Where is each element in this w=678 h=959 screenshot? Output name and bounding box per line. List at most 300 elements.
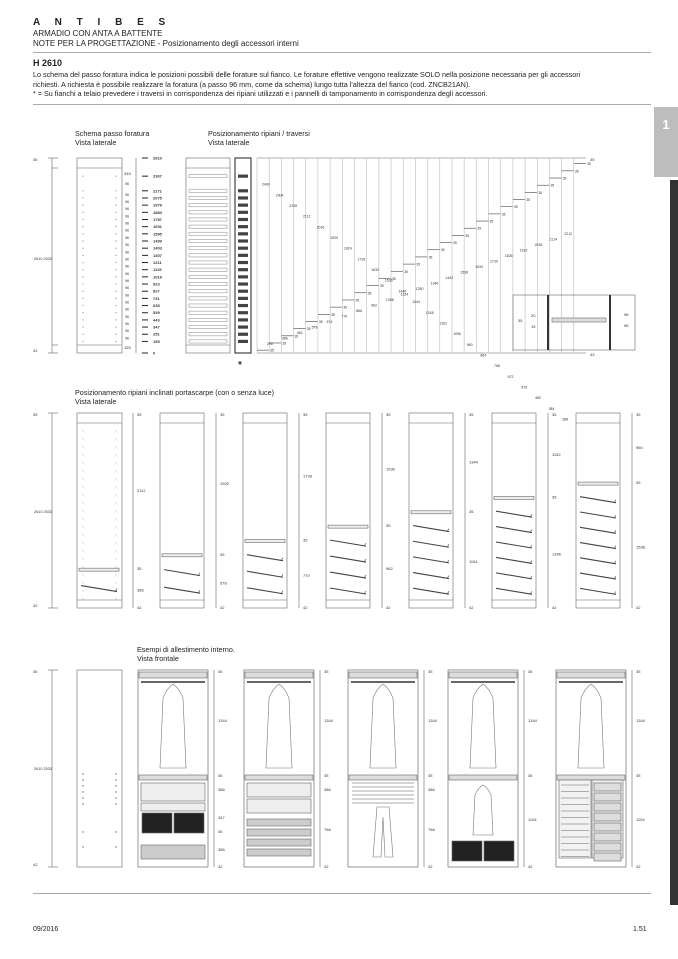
- panel-upper-dimension: 1152: [552, 452, 561, 458]
- pull-out-shelf: [247, 839, 311, 846]
- shoe-rack: [141, 845, 205, 859]
- horizontal-shelf: [162, 554, 202, 557]
- hole-dot: [83, 599, 84, 600]
- hole-dot: [116, 447, 117, 448]
- hole-dot: [83, 527, 84, 528]
- stair-lower-value: 1442: [445, 276, 454, 280]
- hole-dot: [83, 543, 84, 544]
- hole-dot: [82, 319, 83, 320]
- section3-dimension-label: 347: [218, 815, 225, 820]
- drawer: [594, 853, 621, 861]
- top-gap-label: 35: [33, 669, 38, 674]
- section3-dimension-label: 1344: [428, 718, 437, 723]
- hole-dot: [115, 226, 116, 227]
- hole-dot: [115, 248, 116, 249]
- wardrobe-section-front: [348, 670, 418, 867]
- section3-dimension-label: 1104: [636, 817, 645, 822]
- hole-dot: [115, 305, 116, 306]
- stair-upper-value: 2304: [275, 193, 284, 198]
- hole-dot: [116, 495, 117, 496]
- section3-dimension-label: 35: [324, 669, 329, 674]
- step-96-label: 96: [125, 207, 129, 212]
- hole-dot: [83, 519, 84, 520]
- hole-dot: [115, 791, 116, 792]
- stair-lower-value: 866: [356, 309, 363, 313]
- hole-value-label: 1307: [153, 252, 162, 258]
- panel-lower-dimension: 962: [386, 566, 393, 572]
- stair-upper-value: 1344: [412, 300, 420, 305]
- hole-dot: [83, 591, 84, 592]
- panel-upper-dimension: 960: [636, 445, 643, 451]
- stair-step-35-label: 35: [294, 334, 299, 339]
- hole-dot: [116, 479, 117, 480]
- hole-dot: [115, 269, 116, 270]
- hole-dot: [82, 298, 83, 299]
- frame-crossbar: [238, 189, 248, 192]
- hole-dot: [82, 305, 83, 306]
- panel-lower-dimension: 1538: [636, 544, 645, 550]
- hole-value-label: 1691: [153, 224, 162, 230]
- top-shelf: [449, 672, 517, 678]
- inclined-shoe-shelf: [496, 527, 532, 533]
- step-96-label: 96: [125, 181, 129, 186]
- panel-lower-dimension: 1154: [469, 558, 478, 564]
- hole-value-label: 347: [153, 324, 160, 330]
- panel-bottom-gap-label: 42: [137, 605, 142, 610]
- step-96-label: 96: [125, 264, 129, 269]
- shelf-slot: [189, 225, 227, 228]
- stair-step-35-label: 35: [501, 212, 506, 217]
- stair-step-35-label: 35: [452, 241, 457, 246]
- section3-dimension-label: 768: [428, 827, 435, 832]
- middle-shelf: [349, 775, 417, 780]
- hole-dot: [82, 785, 83, 786]
- hole-dot: [116, 463, 117, 464]
- inclined-shoe-shelf: [247, 588, 283, 594]
- stair-step-35-label: 35: [550, 183, 555, 188]
- hole-dot: [115, 797, 116, 798]
- panel-lower-dimension: 770: [303, 573, 310, 579]
- panel-mid-dimension: 35: [386, 523, 391, 529]
- side-panel-hole-scheme: [77, 158, 122, 353]
- section-title: H 2610: [33, 58, 63, 68]
- panel-mid-dimension: 35: [636, 480, 641, 486]
- section2-drawing: [0, 405, 655, 620]
- section3-dimension-label: 768: [324, 827, 331, 832]
- detail-35-label: 35: [518, 318, 523, 323]
- stair-step-35-label: 35: [270, 348, 274, 353]
- bottom-gap-label: 42: [33, 348, 38, 353]
- drawer: [594, 823, 621, 831]
- hole-dot: [82, 276, 83, 277]
- hole-dot: [83, 559, 84, 560]
- stair-lower-value: 1154: [400, 292, 409, 297]
- hole-dot: [116, 487, 117, 488]
- shoe-panel: [326, 413, 370, 608]
- top-shelf: [557, 672, 625, 678]
- stair-step-35-label: 35: [562, 176, 567, 181]
- inclined-shoe-shelf: [413, 573, 449, 579]
- stair-lower-value: 674: [326, 320, 333, 324]
- top-shelf: [139, 672, 207, 678]
- stair-step-35-label: 35: [343, 305, 348, 310]
- panel-upper-dimension: 1344: [469, 459, 478, 465]
- hole-dot: [82, 334, 83, 335]
- hole-value-label: 0: [153, 350, 156, 356]
- stair-upper-value: 384: [548, 406, 555, 411]
- stair-step-35-label: 35: [477, 226, 482, 231]
- middle-shelf: [557, 775, 625, 780]
- stair-lower-value: 1250: [415, 287, 424, 291]
- hole-dot: [115, 190, 116, 191]
- inclined-shoe-shelf: [496, 557, 532, 563]
- panel-bottom-gap-label: 42: [220, 605, 225, 610]
- stair-upper-value: 960: [466, 342, 473, 347]
- pull-out-shelf: [247, 819, 311, 826]
- step-96-label: 96: [125, 314, 129, 319]
- chapter-sidebar-bar: [670, 180, 678, 905]
- panel-top-gap-label: 35: [636, 412, 641, 417]
- frame-crossbar: [238, 218, 248, 221]
- hole-dot: [83, 575, 84, 576]
- stair-step-35-label: 35: [428, 255, 433, 260]
- top-shelf: [349, 672, 417, 678]
- stair-upper-value: 1920: [330, 236, 339, 241]
- hole-dot: [116, 519, 117, 520]
- inclined-shoe-shelf: [330, 540, 366, 546]
- stair-lower-value: 386: [281, 336, 288, 341]
- stair-upper-value: 480: [534, 396, 541, 401]
- frame-crossbar: [238, 333, 248, 336]
- section3-dimension-label: 35: [218, 669, 223, 674]
- stair-step-35-label: 35: [465, 233, 469, 238]
- footer-divider: [33, 893, 651, 894]
- frame-crossbar: [238, 247, 248, 250]
- hole-dot: [83, 503, 84, 504]
- stair-lower-value: 2212: [564, 232, 573, 236]
- hole-dot: [115, 176, 116, 177]
- inclined-shoe-shelf: [496, 511, 532, 517]
- hole-value-label: 1019: [153, 274, 162, 280]
- bottom-gap-label: 42: [33, 862, 38, 867]
- hole-value-label: 2610: [153, 155, 162, 161]
- hole-dot: [116, 543, 117, 544]
- hole-dot: [116, 455, 117, 456]
- drawer: [594, 843, 621, 851]
- caption-shoe-shelves-title: Posizionamento ripiani inclinati portascarpe (con o senza luce): [75, 388, 274, 397]
- hole-dot: [115, 219, 116, 220]
- stair-lower-value: 482: [296, 331, 303, 335]
- panel-mid-dimension: 35: [137, 566, 142, 572]
- stair-upper-value: 1440: [398, 289, 407, 294]
- middle-shelf: [449, 775, 517, 780]
- stair-step-35-label: 35: [306, 327, 311, 332]
- hole-dot: [83, 439, 84, 440]
- inclined-shoe-shelf: [413, 541, 449, 547]
- hole-dot: [82, 212, 83, 213]
- section3-dimension-label: 386: [324, 787, 331, 792]
- shelf-slot: [189, 297, 227, 300]
- stair-step-35-label: 35: [355, 298, 360, 303]
- stair-lower-value: 1634: [475, 265, 483, 269]
- hole-dot: [82, 779, 83, 780]
- section3-dimension-label: 386: [428, 787, 435, 792]
- hole-dot: [83, 455, 84, 456]
- hole-dot: [116, 535, 117, 536]
- product-subtitle: ARMADIO CON ANTA A BATTENTE: [33, 29, 163, 38]
- shelf-slot: [189, 247, 227, 250]
- hole-dot: [83, 479, 84, 480]
- hole-dot: [116, 527, 117, 528]
- hole-dot: [82, 773, 83, 774]
- section3-dimension-label: 35: [528, 669, 533, 674]
- hole-value-label: 635: [153, 303, 160, 309]
- stair-upper-value: 672: [507, 374, 514, 379]
- hole-dot: [116, 511, 117, 512]
- hole-dot: [82, 803, 83, 804]
- hole-dot: [82, 846, 83, 847]
- step-96-label: 96: [125, 214, 129, 219]
- stair-lower-value: 1538: [460, 270, 469, 275]
- caption-shoe-shelves: [75, 388, 274, 406]
- stair-lower-value: 1346: [430, 281, 439, 286]
- panel-mid-dimension: 35: [469, 508, 474, 514]
- hole-dot: [82, 205, 83, 206]
- step-96-label: 96: [125, 243, 129, 248]
- intro-divider: [33, 104, 651, 105]
- hole-dot: [82, 190, 83, 191]
- hole-dot: [82, 831, 83, 832]
- hole-dot: [82, 248, 83, 249]
- frame-crossbar: [238, 318, 248, 321]
- hole-dot: [83, 463, 84, 464]
- step-96-label: 96: [125, 250, 129, 255]
- panel-bottom-gap-label: 42: [469, 605, 474, 610]
- hanging-trousers-outline: [373, 807, 393, 857]
- inclined-shoe-shelf: [413, 557, 449, 563]
- panel-top-gap-label: 35: [303, 412, 308, 417]
- shoe-box: [174, 813, 204, 833]
- panel-upper-dimension: 1728: [303, 473, 312, 479]
- frame-crossbar: [238, 282, 248, 285]
- stair-lower-value: 2114: [549, 237, 557, 242]
- shelf-slot: [189, 333, 227, 336]
- step-96-label: 96: [125, 321, 129, 326]
- hole-value-label: 1499: [153, 238, 162, 244]
- section3-dimension-label: 35: [428, 773, 433, 778]
- shelf-slot: [189, 196, 227, 199]
- shoe-box: [142, 813, 172, 833]
- inclined-shoe-shelf: [247, 571, 283, 577]
- detail-15-label: 15: [531, 324, 536, 329]
- frame-crossbar: [238, 204, 248, 207]
- hole-dot: [115, 319, 116, 320]
- stair-step-35-label: 35: [404, 269, 409, 274]
- step-96-label: 96: [125, 300, 129, 305]
- stair-upper-value: 1536: [384, 278, 393, 283]
- hole-dot: [116, 583, 117, 584]
- frame-crossbar: [238, 311, 248, 314]
- stair-step-35-label: 35: [416, 262, 421, 267]
- height-label: 2610 2533: [34, 767, 52, 771]
- shelf-slot: [189, 304, 227, 307]
- hole-dot: [115, 291, 116, 292]
- caption-hole-scheme-view: Vista laterale: [75, 138, 117, 147]
- step-96-label: 96: [125, 257, 129, 262]
- hole-dot: [115, 233, 116, 234]
- stair-upper-value: 2208: [289, 204, 298, 209]
- hole-dot: [82, 341, 83, 342]
- stair-upper-value: 2112: [302, 214, 311, 219]
- stair-upper-value: 1632: [371, 268, 379, 273]
- hole-value-label: 2367: [153, 173, 162, 179]
- panel-lower-dimension: 1346: [552, 551, 561, 557]
- hanging-coat-outline: [160, 684, 186, 768]
- height-label: 2610 2533: [34, 510, 52, 514]
- stair-lower-value: 1058: [385, 298, 394, 302]
- stair-step-35-label: 35: [526, 198, 530, 203]
- detail-20-label: 20: [531, 313, 536, 318]
- shelf-slot: [189, 211, 227, 214]
- panel-top-gap-label: 35: [137, 412, 142, 417]
- stair-step-35-label: 35: [513, 205, 518, 210]
- inclined-shoe-shelf: [413, 526, 449, 532]
- panel-lower-dimension: 386: [137, 587, 144, 593]
- inclined-shoe-shelf: [580, 512, 616, 518]
- section3-dimension-label: 386: [218, 847, 225, 852]
- caption-interior-examples-title: Esempi di allestimento interno.: [137, 645, 235, 654]
- hole-dot: [82, 291, 83, 292]
- hole-value-label: 1787: [153, 216, 162, 222]
- stair-upper-value: 2016: [316, 225, 325, 230]
- section3-dimension-label: 42: [218, 864, 223, 869]
- hole-dot: [116, 503, 117, 504]
- hole-value-label: 539: [153, 310, 160, 316]
- caption-interior-examples-view: Vista frontale: [137, 654, 179, 663]
- caption-hole-scheme-title: Schema passo foratura: [75, 129, 150, 138]
- stair-step-35-label: 35: [440, 248, 445, 253]
- section3-dimension-label: 35: [528, 773, 533, 778]
- gap-155-label: 155: [124, 345, 131, 350]
- asterisk-note: *: [238, 360, 242, 371]
- hole-dot: [82, 226, 83, 227]
- hole-dot: [116, 471, 117, 472]
- inclined-shoe-shelf: [330, 572, 366, 578]
- hole-dot: [82, 255, 83, 256]
- hole-dot: [115, 326, 116, 327]
- stair-lower-value: 578: [311, 325, 318, 330]
- stair-step-35-label: 35: [318, 319, 323, 324]
- horizontal-shelf: [245, 539, 285, 542]
- frame-crossbar: [238, 275, 248, 278]
- stair-lower-value: 1730: [489, 259, 498, 264]
- hanging-coat-outline: [470, 684, 496, 768]
- hole-value-label: 1211: [153, 260, 162, 266]
- panel-bottom-gap-label: 42: [636, 605, 641, 610]
- hole-value-label: 1115: [153, 267, 162, 273]
- paragraph-line-2: richiesti. A richiesta è possibile realizzare la foratura (a passo 96 mm, come da schema) lungo tutta l'altezza del fianco (cod. ZNCB21AN).: [33, 79, 471, 89]
- hole-dot: [116, 599, 117, 600]
- step-96-label: 96: [125, 192, 129, 197]
- hole-dot: [116, 551, 117, 552]
- panel-upper-dimension: 1920: [220, 480, 229, 486]
- drawer: [594, 833, 621, 841]
- hole-dot: [82, 176, 83, 177]
- inclined-shoe-shelf: [247, 555, 283, 561]
- section3-dimension-label: 42: [636, 864, 641, 869]
- stair-lower-value: 1922: [519, 248, 528, 253]
- hole-value-label: 731: [153, 295, 160, 301]
- hole-dot: [83, 431, 84, 432]
- panel-lower-dimension: 578: [220, 580, 227, 586]
- stair-lower-value: 770: [341, 314, 348, 319]
- hole-dot: [115, 341, 116, 342]
- hole-dot: [115, 212, 116, 213]
- section3-dimension-label: 1344: [218, 718, 227, 723]
- hole-dot: [115, 785, 116, 786]
- footer-page-number: 1.51: [633, 926, 647, 933]
- header-divider: [33, 52, 651, 53]
- hanging-shirt-outline: [473, 785, 493, 835]
- paragraph-line-1: Lo schema del passo foratura indica le posizioni possibili delle forature sul fianco. Le forature effettive vengono realizzate SOLO nella posizione necessaria per gli accessori: [33, 70, 581, 79]
- inclined-shoe-shelf: [164, 587, 200, 593]
- step-96-label: 96: [125, 200, 129, 205]
- shelf-slot: [189, 232, 227, 235]
- detail-96b-label: 96: [624, 323, 629, 328]
- hole-dot: [83, 471, 84, 472]
- stair-step-35-label: 35: [367, 291, 372, 296]
- drawer: [141, 783, 205, 801]
- shoe-box: [452, 841, 482, 861]
- step-96-label: 96: [125, 293, 129, 298]
- frame-crossbar: [238, 239, 248, 242]
- inclined-shoe-shelf: [580, 588, 616, 594]
- stair-step-35-label: 35: [392, 276, 396, 281]
- frame-crossbar: [238, 268, 248, 271]
- inclined-shoe-shelf: [330, 556, 366, 562]
- section3-dimension-label: 1344: [324, 718, 333, 723]
- pull-out-shelf: [247, 849, 311, 856]
- section3-dimension-label: 35: [218, 773, 223, 778]
- stair-lower-value: 290: [267, 342, 273, 346]
- hole-dot: [83, 567, 84, 568]
- inclined-shoe-shelf: [580, 497, 616, 503]
- section3-dimension-label: 35: [636, 669, 641, 674]
- hole-dot: [82, 797, 83, 798]
- top-gap-label: 35: [33, 412, 38, 417]
- hole-dot: [83, 487, 84, 488]
- section3-dimension-label: 42: [324, 864, 329, 869]
- step-96-label: 96: [125, 336, 129, 341]
- hole-value-label: 1883: [153, 209, 162, 215]
- frame-crossbar: [238, 325, 248, 328]
- stair-upper-value: 1824: [343, 246, 352, 251]
- inclined-shoe-shelf: [580, 543, 616, 549]
- stair-upper-value: 1056: [453, 332, 461, 337]
- shelf-slot: [189, 254, 227, 257]
- drawer: [594, 783, 621, 791]
- hole-dot: [115, 205, 116, 206]
- panel-mid-dimension: 35: [303, 537, 308, 543]
- hole-dot: [115, 846, 116, 847]
- hole-dot: [82, 269, 83, 270]
- step-96-label: 96: [125, 286, 129, 291]
- inclined-shoe-shelf: [496, 588, 532, 594]
- horizontal-shelf: [578, 482, 618, 485]
- hole-dot: [115, 312, 116, 313]
- hole-dot: [115, 831, 116, 832]
- stair-upper-value: 1248: [425, 310, 434, 315]
